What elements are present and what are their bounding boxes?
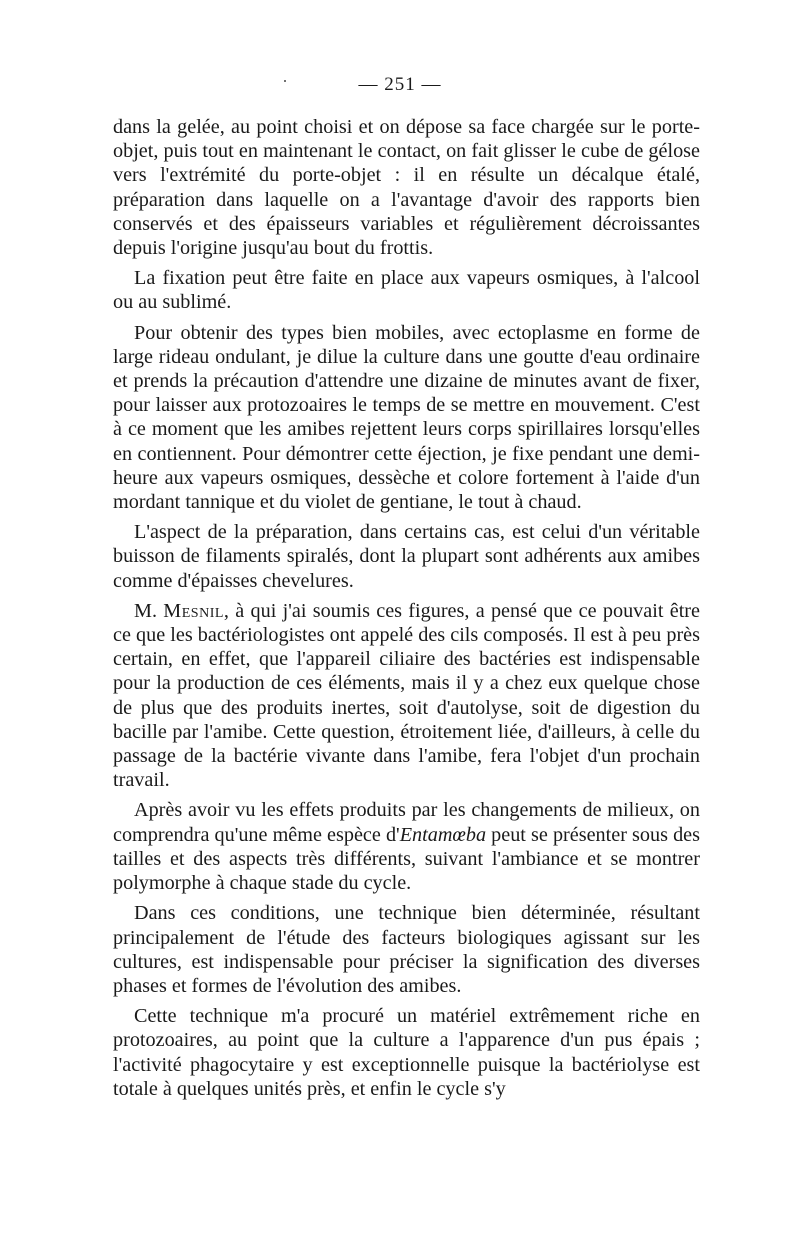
- paragraph-2: La fixation peut être faite en place aux vapeurs osmiques, à l'alcool ou au sublimé.: [113, 267, 700, 314]
- paragraph-4: L'aspect de la préparation, dans certains cas, est celui d'un véritable buisson de filaments spiralés, dont la plupart sont adhérents aux amibes comme d'épaisses chevelures.: [113, 521, 700, 592]
- paragraph-5: [113, 599, 700, 793]
- paragraph-3: Pour obtenir des types bien mobiles, avec ectoplasme en forme de large rideau ondulant, je dilue la culture dans une goutte d'eau ordinaire et prends la précaution d'attendre une dizaine de minutes avant de fixer, pour laisser aux protozoaires le temps de se mettre en mouvement. C'est à ce moment que les amibes rejettent leurs corps spirillaires lorsqu'elles en contiennent. Pour démontrer cette éjection, je fixe pendant une demi-heure aux vapeurs osmiques, dessèche et colore fortement à l'aide d'un mordant tannique et du violet de gentiane, le tout à chaud.: [113, 321, 700, 514]
- paragraph-6: [113, 798, 700, 895]
- page-number: — 251 —: [358, 74, 442, 95]
- genus-name: Entamœba: [399, 823, 487, 846]
- paragraph-6-after: peut se présenter sous des tailles et des aspects très différents, suivant l'ambiance et se montrer polymorphe à chaque stade du cycle.: [113, 823, 700, 895]
- paragraph-8: Cette technique m'a procuré un matériel extrêmement riche en protozoaires, au point que la culture a l'apparence d'un pus épais ; l'activité phagocytaire y est exceptionnelle puisque la bactériolyse est totale à quelques unités près, et enfin le cycle s'y: [113, 1005, 700, 1100]
- author-name: Mesnil: [163, 599, 224, 622]
- paragraph-7: Dans ces conditions, une technique bien déterminée, résultant principalement de l'étude des facteurs biologiques agissant sur les cultures, est indispensable pour préciser la signification des diverses phases et formes de l'évolution des amibes.: [113, 902, 700, 997]
- paragraph-1: dans la gelée, au point choisi et on dépose sa face chargée sur le porte-objet, puis tout en maintenant le contact, on fait glisser le cube de gélose vers l'extrémité du porte-objet : il en résulte un décalque étalé, préparation dans laquelle on a l'avantage d'avoir des rapports bien conservés et des épaisseurs variables et régulièrement décroissantes depuis l'origine jusqu'au bout du frottis.: [113, 116, 700, 260]
- body-text: [113, 115, 700, 1107]
- paragraph-5-lead: M.: [134, 599, 164, 622]
- paragraph-6-before: Après avoir vu les effets produits par les changements de milieux, on comprendra qu'une même espèce d': [113, 799, 700, 846]
- paragraph-5-text: , à qui j'ai soumis ces figures, a pensé que ce pouvait être ce que les bactériologistes ont appelé des cils composés. Il est à peu près certain, en effet, que l'appareil ciliaire des bactéries est indispensable pour la production de ces éléments, mais il y a chez eux quelque chose de plus que des produits inertes, soit d'autolyse, soit de digestion du bacille par l'amibe. Cette question, étroitement liée, d'ailleurs, à celle du passage de la bactérie vivante dans l'amibe, fera l'objet d'un prochain travail.: [113, 599, 700, 792]
